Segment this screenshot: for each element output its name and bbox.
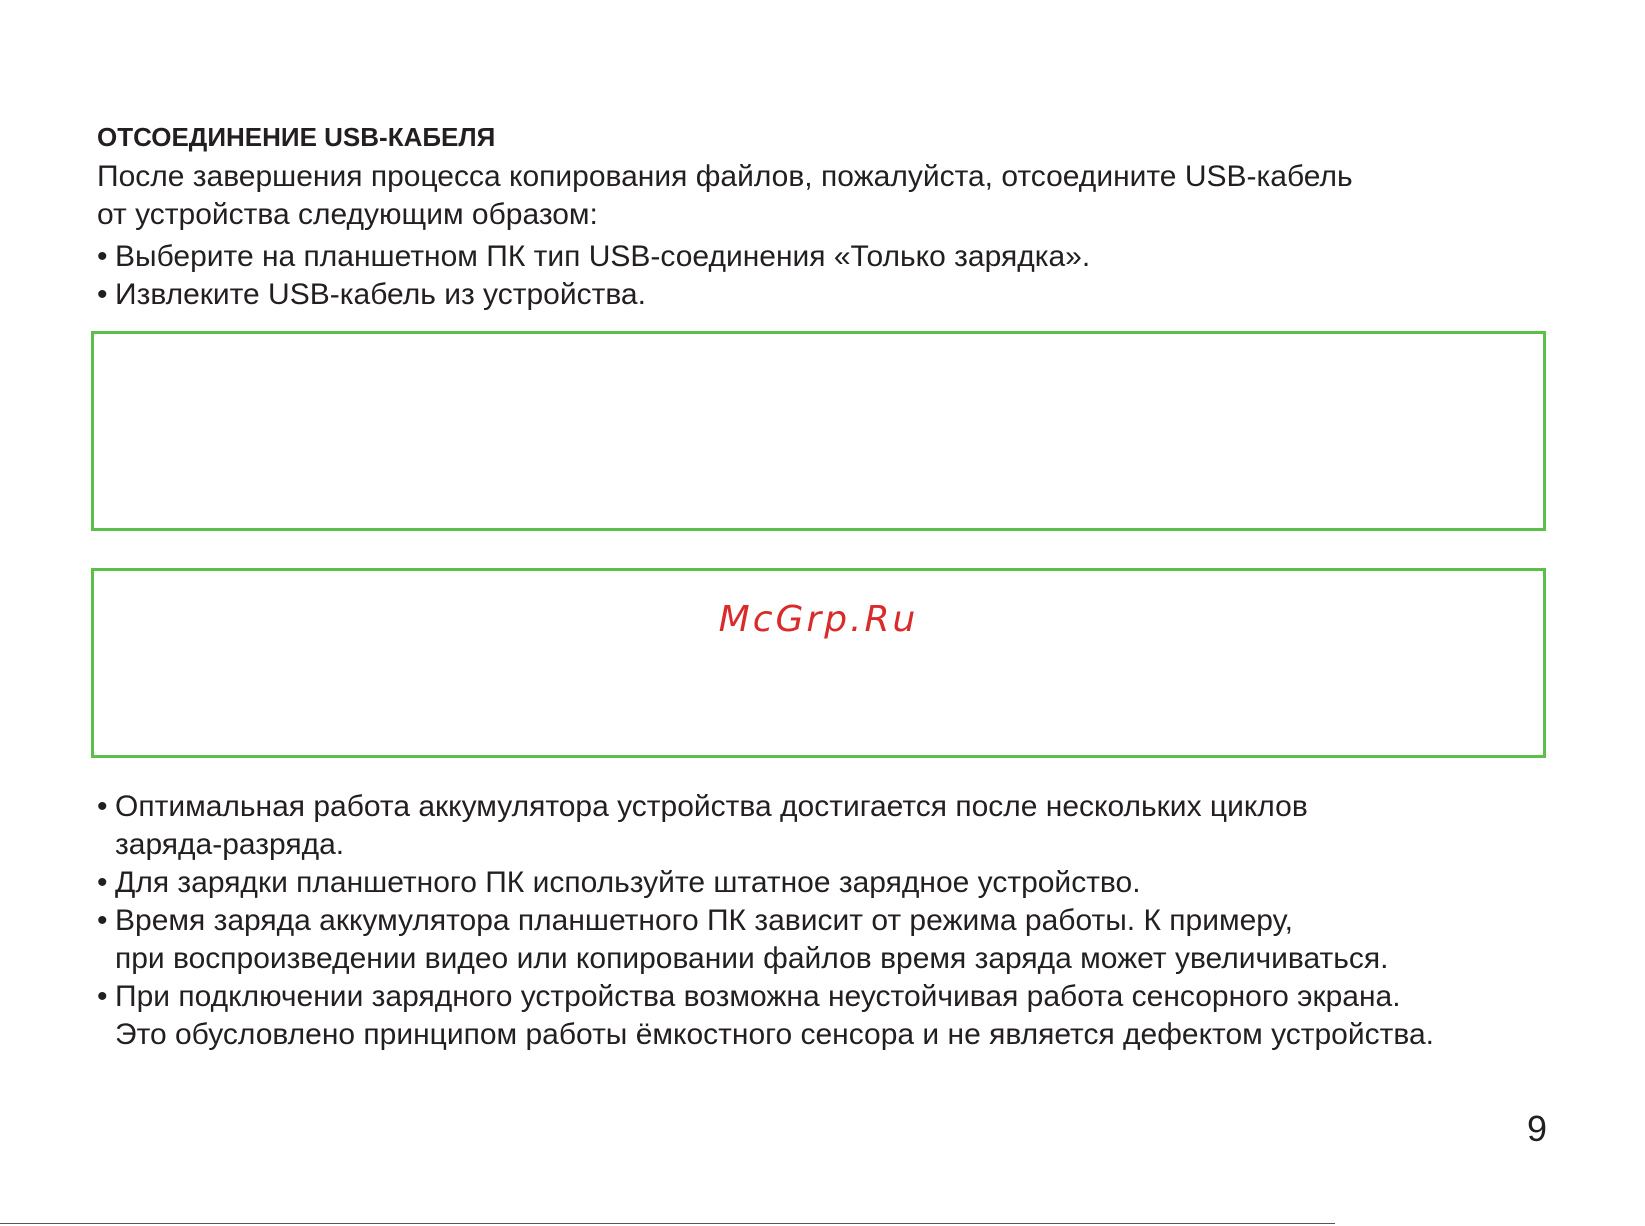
notes-list (97, 788, 1617, 1054)
note-text: заряда-разряда. (115, 828, 345, 861)
note-text: Оптимальная работа аккумулятора устройства достигается после нескольких циклов (115, 790, 1308, 823)
note-text: Это обусловлено принципом работы ёмкостного сенсора и не является дефектом устройства. (115, 1018, 1434, 1051)
list-item (97, 902, 1617, 978)
section-heading: ОТСОЕДИНЕНИЕ USB-КАБЕЛЯ (97, 122, 496, 152)
bullet-icon: • (97, 904, 108, 937)
bullet-icon: • (97, 980, 108, 1013)
bullet-icon: • (97, 278, 108, 311)
note-text: При подключении зарядного устройства возможна неустойчивая работа сенсорного экрана. (115, 980, 1401, 1013)
step-text: Извлеките USB-кабель из устройства. (115, 278, 646, 311)
steps-list (97, 238, 1597, 314)
list-item (97, 276, 1597, 314)
note-text: Время заряда аккумулятора планшетного ПК зависит от режима работы. К примеру, (115, 904, 1293, 937)
image-placeholder-frame (91, 331, 1546, 531)
page-number: 9 (1526, 1108, 1547, 1149)
intro-line: от устройства следующим образом: (97, 198, 598, 231)
bullet-icon: • (97, 240, 108, 273)
intro-paragraph (97, 158, 1577, 234)
list-item (97, 978, 1617, 1054)
list-item (97, 238, 1597, 276)
intro-line: После завершения процесса копирования файлов, пожалуйста, отсоедините USB-кабель (97, 160, 1353, 193)
list-item (97, 788, 1617, 864)
list-item (97, 864, 1617, 902)
watermark-text: McGrp.Ru (718, 599, 919, 640)
image-placeholder-frame (91, 568, 1546, 758)
note-text: при воспроизведении видео или копировании файлов время заряда может увеличиваться. (115, 942, 1389, 975)
note-text: Для зарядки планшетного ПК используйте штатное зарядное устройство. (115, 866, 1141, 899)
divider (0, 1223, 1335, 1224)
bullet-icon: • (97, 790, 108, 823)
step-text: Выберите на планшетном ПК тип USB-соединения «Только зарядка». (115, 240, 1091, 273)
bullet-icon: • (97, 866, 108, 899)
